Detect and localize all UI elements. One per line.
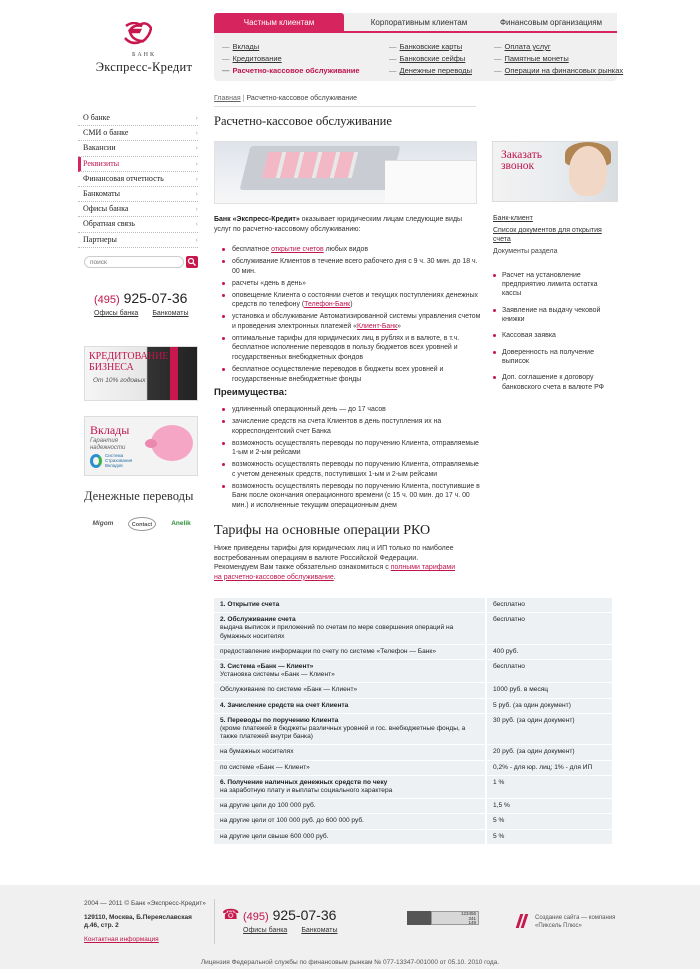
tariff-operation-name: 3. Система «Банк — Клиент»	[220, 663, 314, 671]
sidebar-item-media[interactable]: СМИ о банке ›	[78, 126, 198, 141]
tab-corporate-clients[interactable]: Корпоративным клиентам	[370, 18, 468, 27]
list-item: обслуживание Клиентов в течение всего рабочего дня с 9 ч. 30 мин. до 18 ч. 00 мин.	[222, 257, 484, 276]
tariff-value-cell: бесплатно	[486, 598, 612, 613]
intro-text	[214, 215, 479, 235]
chevron-right-icon: ›	[195, 205, 198, 214]
deposit-insurance-logo-icon	[90, 454, 102, 468]
tariff-operation-name: на другие цели от 100 000 руб. до 600 000 руб.	[220, 817, 365, 825]
tariff-operation-name: 2. Обслуживание счета	[220, 616, 296, 624]
link-open-accounts[interactable]: открытие счетов	[271, 246, 324, 253]
topnav-link-rko-current[interactable]: — Расчетно-кассовое обслуживание	[222, 66, 360, 76]
tariff-operation-cell	[214, 745, 486, 760]
footer-phone: (495) 925-07-36	[243, 907, 337, 923]
tie-image	[170, 347, 178, 401]
topnav-link-safes[interactable]: — Банковские сейфы	[389, 54, 466, 64]
breadcrumb-separator: |	[242, 95, 245, 102]
tariff-operation-cell	[214, 683, 486, 698]
hero-calculator-image	[214, 141, 477, 204]
document-item[interactable]: Заявление на выдачу чековой книжки	[493, 306, 613, 324]
tariff-operation-cell	[214, 814, 486, 829]
sidebar-phone-links	[94, 310, 203, 317]
list-item: оповещение Клиента о состоянии счетов и текущих поступлениях денежных средств по телефону (Телефон-Банк)	[222, 291, 484, 310]
tariff-value-cell: 1000 руб. в месяц	[486, 683, 612, 698]
divider	[214, 899, 215, 944]
tariff-value-cell: 400 руб.	[486, 644, 612, 659]
tariff-operation-sub: выдача выписок и приложений по счетам по мере совершения операций на бумажных носителях	[220, 624, 454, 640]
topnav-link-cards[interactable]: — Банковские карты	[389, 42, 463, 51]
tariff-value-cell: 5 %	[486, 829, 612, 844]
logo-name-text: Экспресс-Кредит	[95, 60, 193, 74]
tariff-operation-name: 4. Зачисление средств на счет Клиента	[220, 701, 349, 709]
sidebar-item-partners[interactable]: Партнеры ›	[78, 233, 198, 248]
tariff-value-cell: бесплатно	[486, 660, 612, 683]
tariff-operation-cell	[214, 829, 486, 844]
sidebar-item-requisites[interactable]: Реквизиты ›	[78, 157, 198, 172]
table-row	[214, 745, 612, 760]
callback-title: Заказать звонок	[501, 149, 543, 172]
sidebar-item-about[interactable]: О банке ›	[78, 111, 198, 126]
breadcrumb-current: Расчетно-кассовое обслуживание	[246, 95, 358, 102]
bank-logo[interactable]	[84, 22, 204, 77]
chevron-right-icon: ›	[195, 189, 198, 198]
tariff-operation-name: Обслуживание по системе «Банк — Клиент»	[220, 686, 358, 694]
document-item[interactable]: Кассовая заявка	[493, 331, 613, 340]
migom-logo[interactable]: Migom	[92, 520, 114, 527]
table-row	[214, 683, 612, 698]
list-item: возможность осуществлять переводы по поручению Клиента, отправляемые с учетом денежных средств, поступивших 1-ым и 2-ым рейсами	[222, 460, 484, 479]
tariff-operation-cell	[214, 598, 486, 613]
tariff-operation-cell	[214, 713, 486, 745]
tariff-value-cell: 30 руб. (за один документ)	[486, 713, 612, 745]
sidebar-item-feedback[interactable]: Обратная связь ›	[78, 217, 198, 232]
sidebar-item-atms[interactable]: Банкоматы ›	[78, 187, 198, 202]
tariff-operation-cell	[214, 660, 486, 683]
tariff-operation-name: 5. Переводы по поручению Клиента	[220, 716, 339, 724]
link-phone-bank[interactable]: Телефон-Банк	[304, 301, 351, 309]
money-transfers-title: Денежные переводы	[84, 489, 194, 503]
breadcrumb-home[interactable]: Главная	[214, 95, 241, 102]
list-item: бесплатное осуществление переводов в бюджеты всех уровней и государственные внебюджетные фонды	[222, 365, 484, 384]
link-atms[interactable]: Банкоматы	[152, 310, 189, 317]
contact-logo[interactable]: Contact	[128, 517, 156, 531]
tariff-operation-cell	[214, 760, 486, 775]
table-row	[214, 713, 612, 745]
search-box	[84, 256, 198, 268]
topnav-link-coins[interactable]: — Памятные монеты	[494, 54, 569, 64]
tariff-value-cell: 5 %	[486, 814, 612, 829]
table-row	[214, 760, 612, 775]
link-documents-list[interactable]: Список документов для открытия счета	[493, 227, 602, 243]
piggy-bank-image	[151, 425, 193, 461]
tariff-operation-name: 6. Получение наличных денежных средств по чеку	[220, 778, 388, 786]
link-client-bank[interactable]: Клиент-Банк	[356, 322, 398, 330]
payment-systems	[88, 517, 198, 535]
tariffs-table	[214, 597, 612, 845]
document-item[interactable]: Доп. соглашение к договору банковского счета в валюте РФ	[493, 373, 613, 391]
table-row	[214, 799, 612, 814]
page-title: Расчетно-кассовое обслуживание	[214, 114, 392, 128]
tariff-operation-name: по системе «Банк — Клиент»	[220, 763, 310, 771]
tariff-operation-cell	[214, 698, 486, 713]
advantages-title: Преимущества:	[214, 387, 288, 398]
chevron-right-icon: ›	[195, 129, 198, 138]
topnav-column-2	[389, 41, 472, 78]
banner-deposits-sub: Гарантия надежности	[90, 438, 126, 451]
tariff-operation-name: на другие цели до 100 000 руб.	[220, 802, 316, 810]
banner-deposits[interactable]	[84, 416, 198, 476]
tariffs-title: Тарифы на основные операции РКО	[214, 523, 431, 538]
tariff-operation-cell	[214, 613, 486, 645]
tariff-value-cell: 1,5 %	[486, 799, 612, 814]
table-row	[214, 644, 612, 659]
tariff-value-cell: 20 руб. (за один документ)	[486, 745, 612, 760]
link-client-bank-right[interactable]: Банк-клиент	[493, 215, 533, 222]
list-item: удлиненный операционный день — до 17 часов	[222, 405, 484, 415]
tariff-operation-name: на бумажных носителях	[220, 748, 294, 756]
chevron-right-icon: ›	[195, 235, 198, 244]
address: 129110, Москва, Б.Переяславская д.46, стр. 2	[84, 914, 192, 929]
intro-bank-name: Банк «Экспресс-Кредит»	[214, 216, 300, 223]
topnav-link-credit[interactable]: — Кредитование	[222, 54, 282, 64]
tariff-value-cell: бесплатно	[486, 613, 612, 645]
footer-links	[243, 927, 352, 934]
tab-private-clients[interactable]: Частным клиентам	[214, 13, 344, 33]
link-full-tariffs[interactable]: полными тарифами на расчетно-кассовое обслуживание	[214, 564, 456, 581]
topnav-link-deposits[interactable]: — Вклады	[222, 42, 260, 51]
link-offices[interactable]: Офисы банка	[94, 310, 139, 317]
chevron-right-icon: ›	[195, 144, 198, 153]
tariff-operation-name: 1. Открытие счета	[220, 601, 280, 608]
deposit-insurance-text: Система Страхования Вкладов	[105, 453, 133, 468]
search-icon	[186, 256, 198, 268]
banner-deposits-title: Вклады	[90, 423, 130, 437]
counter-badge[interactable]	[407, 911, 431, 925]
tariff-value-cell: 5 руб. (за один документ)	[486, 698, 612, 713]
footer-link-offices[interactable]: Офисы банка	[243, 927, 288, 934]
table-row	[214, 698, 612, 713]
tab-financial-orgs[interactable]: Финансовым организациям	[499, 18, 603, 27]
footer	[0, 885, 700, 969]
table-row	[214, 598, 612, 613]
operator-photo	[569, 146, 607, 196]
topnav-link-markets[interactable]: — Операции на финансовых рынках	[494, 66, 624, 76]
advantages-list	[222, 405, 484, 513]
table-row	[214, 660, 612, 683]
chevron-right-icon: ›	[195, 174, 198, 183]
chevron-right-icon: ›	[195, 220, 198, 229]
anelik-logo[interactable]: Anelik	[171, 520, 191, 527]
search-input[interactable]	[84, 256, 184, 268]
intro-body: оказывает юридическим лицам следующие виды услуг по расчетно-кассовому обслуживанию:	[214, 216, 463, 233]
list-item: установка и обслуживание Автоматизированной системы управления счетом и проведения электронных платежей «Клиент-Банк»	[222, 312, 484, 331]
tariff-operation-sub: на заработную плату и выплаты социального характера	[220, 787, 393, 795]
sidebar-phone: (495) 925-07-36	[94, 290, 188, 306]
document-item[interactable]: Доверенность на получение выписок	[493, 348, 613, 366]
tariffs-description: Ниже приведены тарифы для юридических лиц и ИП только по наиболее востребованным операциям в валюте Российской Федерации. Рекомендуем Вам также обязательно ознакомиться с полными тарифами на расчетно-кассовое обслуживание.	[214, 545, 456, 581]
document-item[interactable]: Расчет на установление предприятию лимита остатка кассы	[493, 271, 613, 299]
table-row	[214, 613, 612, 645]
tariff-value-cell: 1 %	[486, 775, 612, 798]
tariff-operation-name: предоставление информации по счету по системе «Телефон — Банк»	[220, 647, 436, 655]
phone-icon: ☎	[222, 906, 240, 922]
tariff-operation-name: на другие цели свыше 600 000 руб.	[220, 832, 329, 840]
list-item: расчеты «день в день»	[222, 279, 484, 289]
tariff-operation-cell	[214, 644, 486, 659]
chevron-right-icon: ›	[195, 159, 198, 168]
services-list	[222, 245, 484, 387]
chevron-right-icon: ›	[195, 114, 198, 122]
topnav-column-1	[222, 41, 360, 78]
banner-business-title: КРЕДИТОВАНИЕ БИЗНЕСА	[89, 351, 169, 373]
right-links	[493, 214, 613, 259]
list-item: зачисление средств на счета Клиентов в день поступления их на корреспондентский счет Банка	[222, 417, 484, 436]
sidebar-item-vacancies[interactable]: Вакансии ›	[78, 141, 198, 156]
sidebar-item-financial-reports[interactable]: Финансовая отчетность ›	[78, 172, 198, 187]
search-button[interactable]	[186, 256, 198, 268]
sidebar-nav	[78, 111, 198, 248]
list-item: возможность осуществлять переводы по поручению Клиента, поступившие в Банк после окончания операционного времени (с 15 ч. 00 мин. до 17 ч. 00 мин.) и исполненные текущим операционным днем	[222, 482, 484, 511]
sidebar-item-offices[interactable]: Офисы банка ›	[78, 202, 198, 217]
callback-banner[interactable]	[492, 141, 618, 202]
contact-info-link[interactable]: Контактная информация	[84, 936, 159, 943]
tariff-value-cell: 0,2% - для юр. лиц; 1% - для ИП	[486, 760, 612, 775]
documents-label: Документы раздела	[493, 248, 558, 255]
pixel-plus-logo-icon[interactable]	[515, 913, 529, 929]
divider	[214, 106, 476, 107]
table-row	[214, 814, 612, 829]
topnav-column-3	[494, 41, 623, 78]
table-row	[214, 775, 612, 798]
list-item: оптимальные тарифы для юридических лиц в рублях и в валюте, в т.ч. бесплатное исполнение переводов в пользу бюджетов всех уровней и государственных внебюджетных фондов	[222, 334, 484, 363]
tariff-operation-sub: Установка системы «Банк — Клиент»	[220, 671, 335, 679]
tariff-operation-cell	[214, 799, 486, 814]
topnav-link-transfers[interactable]: — Денежные переводы	[389, 66, 473, 76]
tariff-operation-cell	[214, 775, 486, 798]
developer-credit[interactable]: Создание сайта — компания «Пиксель Плюс»	[535, 915, 616, 929]
banner-business-credit[interactable]	[84, 346, 198, 401]
tariff-operation-sub: (кроме платежей в бюджеты различных уровней и гос. внебюджетные фонды, а также платежей внутри банка)	[220, 725, 466, 741]
logo-mark-icon	[122, 22, 152, 46]
counter-values[interactable]: 123456 341 149	[431, 911, 479, 925]
footer-link-atms[interactable]: Банкоматы	[301, 927, 338, 934]
table-row	[214, 829, 612, 844]
topnav-link-payments[interactable]: — Оплата услуг	[494, 42, 551, 51]
banner-business-sub: От 10% годовых	[93, 377, 146, 384]
documents-list	[493, 271, 613, 399]
copyright: 2004 — 2011 © Банк «Экспресс-Кредит»	[84, 900, 206, 907]
list-item: бесплатное открытие счетов любых видов	[222, 245, 484, 255]
top-tabs	[214, 13, 617, 33]
top-navigation	[214, 13, 624, 81]
breadcrumb	[214, 95, 357, 102]
license-text: Лицензия Федеральной службы по финансовым рынкам № 077-13347-001000 от 05.10. 2010 года.	[200, 959, 500, 966]
list-item: возможность осуществлять переводы по поручению Клиента, отправляемые 1-ым и 2-ым рейсами	[222, 439, 484, 458]
logo-bank-text: БАНК	[131, 52, 157, 58]
